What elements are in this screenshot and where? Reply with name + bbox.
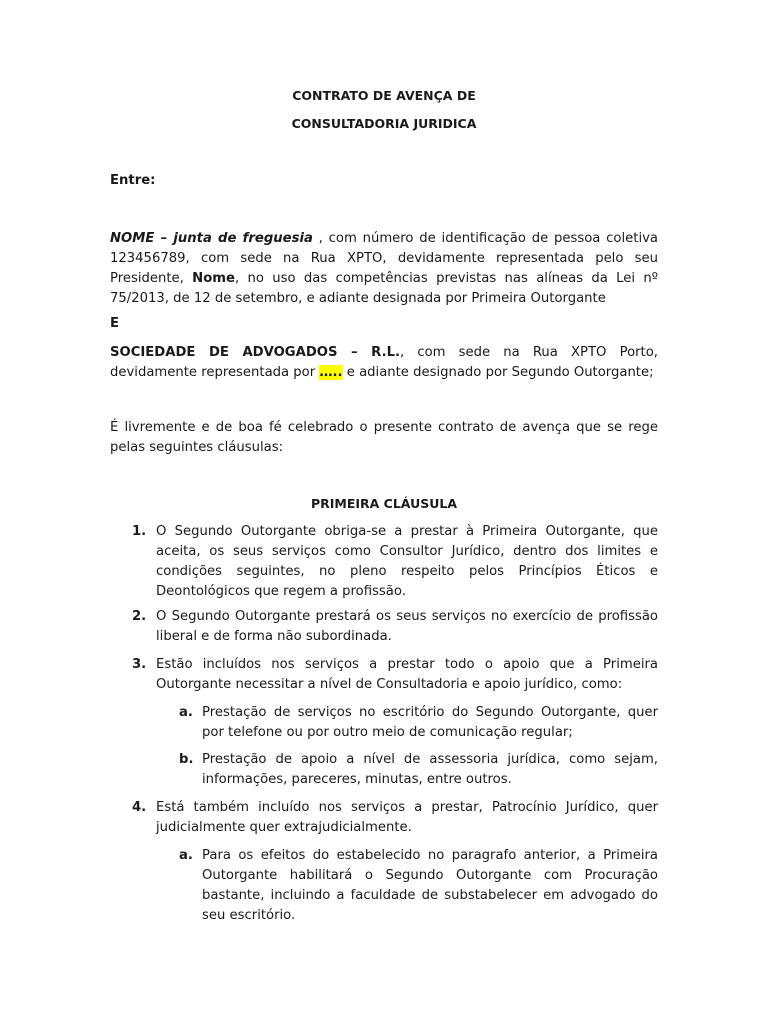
second-party-text-1: , com sede na Rua XPTO Porto, devidamente representada por	[110, 345, 658, 380]
sub-list-item	[110, 846, 658, 926]
second-party-paragraph	[110, 343, 658, 383]
sub-list-item-text: Prestação de serviços no escritório do Segundo Outorgante, quer por telefone ou por outro meio de comunicação regular;	[202, 705, 658, 740]
list-item-number: 4.	[132, 800, 147, 815]
list-item-number: 2.	[132, 609, 147, 624]
second-party-name: SOCIEDADE DE ADVOGADOS – R.L.	[110, 345, 400, 360]
first-party-name: NOME – junta de freguesia	[110, 231, 313, 246]
sub-list-item	[110, 703, 658, 743]
list-item	[110, 522, 658, 602]
first-party-representative: Nome	[192, 271, 235, 286]
list-item-number: 1.	[132, 524, 147, 539]
sub-list-item-letter: a.	[179, 848, 193, 863]
list-item	[110, 798, 658, 838]
sub-list-item-text: Prestação de apoio a nível de assessoria jurídica, como sejam, informações, pareceres, minutas, entre outros.	[202, 752, 658, 787]
list-item-text: O Segundo Outorgante obriga-se a prestar à Primeira Outorgante, que aceita, os seus serviços como Consultor Jurídico, dentro dos limites e condições seguintes, no pleno respeito pelos Princípios Éticos e Deontológicos que regem a profissão.	[156, 524, 658, 599]
first-party-text-2: , no uso das competências previstas nas alíneas da Lei nº 75/2013, de 12 de setembro, e adiante designada por Primeira Outorgante	[110, 271, 658, 306]
sub-list-item-text: Para os efeitos do estabelecido no paragrafo anterior, a Primeira Outorgante habilitará o Segundo Outorgante com Procuração bastante, incluindo a faculdade de substabelecer em advogado do seu escritório.	[202, 848, 658, 923]
second-party-text-2: e adiante designado por Segundo Outorgante;	[342, 365, 654, 380]
list-item-text: Está também incluído nos serviços a prestar, Patrocínio Jurídico, quer judicialmente quer extrajudicialmente.	[156, 800, 658, 835]
and-connector: E	[110, 316, 120, 331]
first-party-text-1: , com número de identificação de pessoa coletiva 123456789, com sede na Rua XPTO, devidamente representada pelo seu Presidente,	[110, 231, 658, 286]
sub-list-item-letter: b.	[179, 752, 194, 767]
contract-title-line1: CONTRATO DE AVENÇA DE	[292, 88, 476, 103]
sub-list-item-letter: a.	[179, 705, 193, 720]
entre-label: Entre:	[110, 173, 156, 188]
list-item-text: Estão incluídos nos serviços a prestar todo o apoio que a Primeira Outorgante necessitar a nível de Consultadoria e apoio jurídico, como:	[156, 657, 658, 692]
list-item-number: 3.	[132, 657, 147, 672]
preamble-paragraph: É livremente e de boa fé celebrado o presente contrato de avença que se rege pelas seguintes cláusulas:	[110, 420, 658, 455]
first-party-paragraph	[110, 229, 658, 309]
representative-placeholder: …..	[319, 365, 343, 380]
clause-title: PRIMEIRA CLÁUSULA	[310, 496, 458, 511]
list-item	[110, 607, 658, 647]
sub-list-item	[110, 750, 658, 790]
list-item	[110, 655, 658, 695]
list-item-text: O Segundo Outorgante prestará os seus serviços no exercício de profissão liberal e de forma não subordinada.	[156, 609, 658, 644]
contract-title-line2: CONSULTADORIA JURIDICA	[291, 116, 477, 131]
